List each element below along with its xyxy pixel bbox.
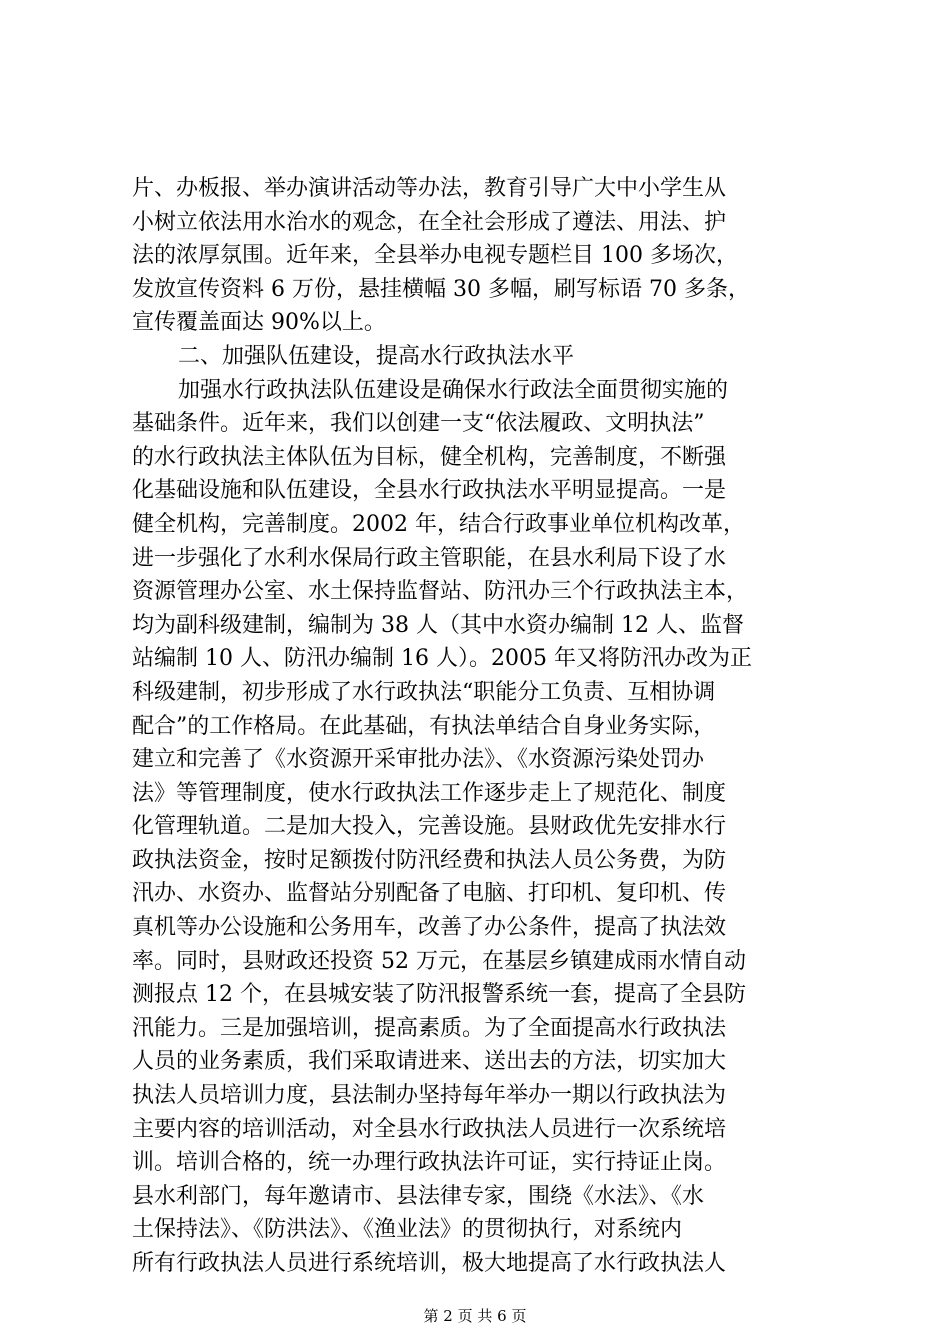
text-line: 率。同时，县财政还投资 52 万元，在基层乡镇建成雨水情自动 xyxy=(132,948,746,974)
text-line: 的水行政执法主体队伍为目标，健全机构，完善制度，不断强 xyxy=(132,444,727,470)
text-line: 人员的业务素质，我们采取请进来、送出去的方法，切实加大 xyxy=(132,1049,727,1075)
text-line: 主要内容的培训活动，对全县水行政执法人员进行一次系统培 xyxy=(132,1116,727,1142)
text-line: 所有行政执法人员进行系统培训，极大地提高了水行政执法人 xyxy=(132,1251,727,1276)
text-line: 政执法资金，按时足额拨付防汛经费和执法人员公务费，为防 xyxy=(132,847,727,873)
page-footer: 第 2 页 共 6 页 xyxy=(423,1307,527,1325)
text-line: 二、加强队伍建设，提高水行政执法水平 xyxy=(178,343,575,369)
document-body xyxy=(132,172,828,1281)
text-line: 资源管理办公室、水土保持监督站、防汛办三个行政执法主本， xyxy=(132,579,749,605)
text-line: 科级建制，初步形成了水行政执法“职能分工负责、互相协调 xyxy=(132,679,716,705)
text-line: 进一步强化了水利水保局行政主管职能，在县水利局下设了水 xyxy=(132,545,727,571)
text-line: 执法人员培训力度，县法制办坚持每年举办一期以行政执法为 xyxy=(132,1083,727,1109)
text-line: 均为副科级建制，编制为 38 人（其中水资办编制 12 人、监督 xyxy=(132,612,744,638)
text-line: 配合”的工作格局。在此基础，有执法单结合自身业务实际， xyxy=(132,713,716,739)
text-line: 建立和完善了《水资源开采审批办法》、《水资源污染处罚办 xyxy=(132,747,705,773)
text-line: 宣传覆盖面达 90%以上。 xyxy=(132,310,386,336)
text-line: 化管理轨道。二是加大投入，完善设施。县财政优先安排水行 xyxy=(132,814,727,840)
text-line: 法》等管理制度，使水行政执法工作逐步走上了规范化、制度 xyxy=(132,780,727,806)
text-line: 训。培训合格的，统一办理行政执法许可证，实行持证止岗。 xyxy=(132,1150,727,1176)
text-line: 加强水行政执法队伍建设是确保水行政法全面贯彻实施的 xyxy=(178,377,729,403)
text-line: 化基础设施和队伍建设，全县水行政执法水平明显提高。一是 xyxy=(132,478,727,504)
text-line: 健全机构，完善制度。2002 年，结合行政事业单位机构改革， xyxy=(132,511,745,537)
text-line: 小树立依法用水治水的观念，在全社会形成了遵法、用法、护 xyxy=(132,209,727,235)
text-line: 土保持法》、《防洪法》、《渔业法》的贯彻执行，对系统内 xyxy=(132,1217,683,1243)
text-line: 县水利部门，每年邀请市、县法律专家，围绕《水法》、《水 xyxy=(132,1183,705,1209)
text-line: 真机等办公设施和公务用车，改善了办公条件，提高了执法效 xyxy=(132,915,727,941)
text-line: 发放宣传资料 6 万份，悬挂横幅 30 多幅，刷写标语 70 多条， xyxy=(132,276,750,302)
text-line: 法的浓厚氛围。近年来，全县举办电视专题栏目 100 多场次， xyxy=(132,243,738,269)
text-line: 测报点 12 个，在县城安装了防汛报警系统一套，提高了全县防 xyxy=(132,982,746,1008)
text-line: 片、办板报、举办演讲活动等办法，教育引导广大中小学生从 xyxy=(132,176,727,201)
text-line: 基础条件。近年来，我们以创建一支“依法履政、文明执法” xyxy=(132,411,705,437)
text-line: 站编制 10 人、防汛办编制 16 人）。2005 年又将防汛办改为正 xyxy=(132,646,752,672)
text-line: 汛办、水资办、监督站分别配备了电脑、打印机、复印机、传 xyxy=(132,881,727,907)
text-line: 汛能力。三是加强培训，提高素质。为了全面提高水行政执法 xyxy=(132,1015,727,1041)
